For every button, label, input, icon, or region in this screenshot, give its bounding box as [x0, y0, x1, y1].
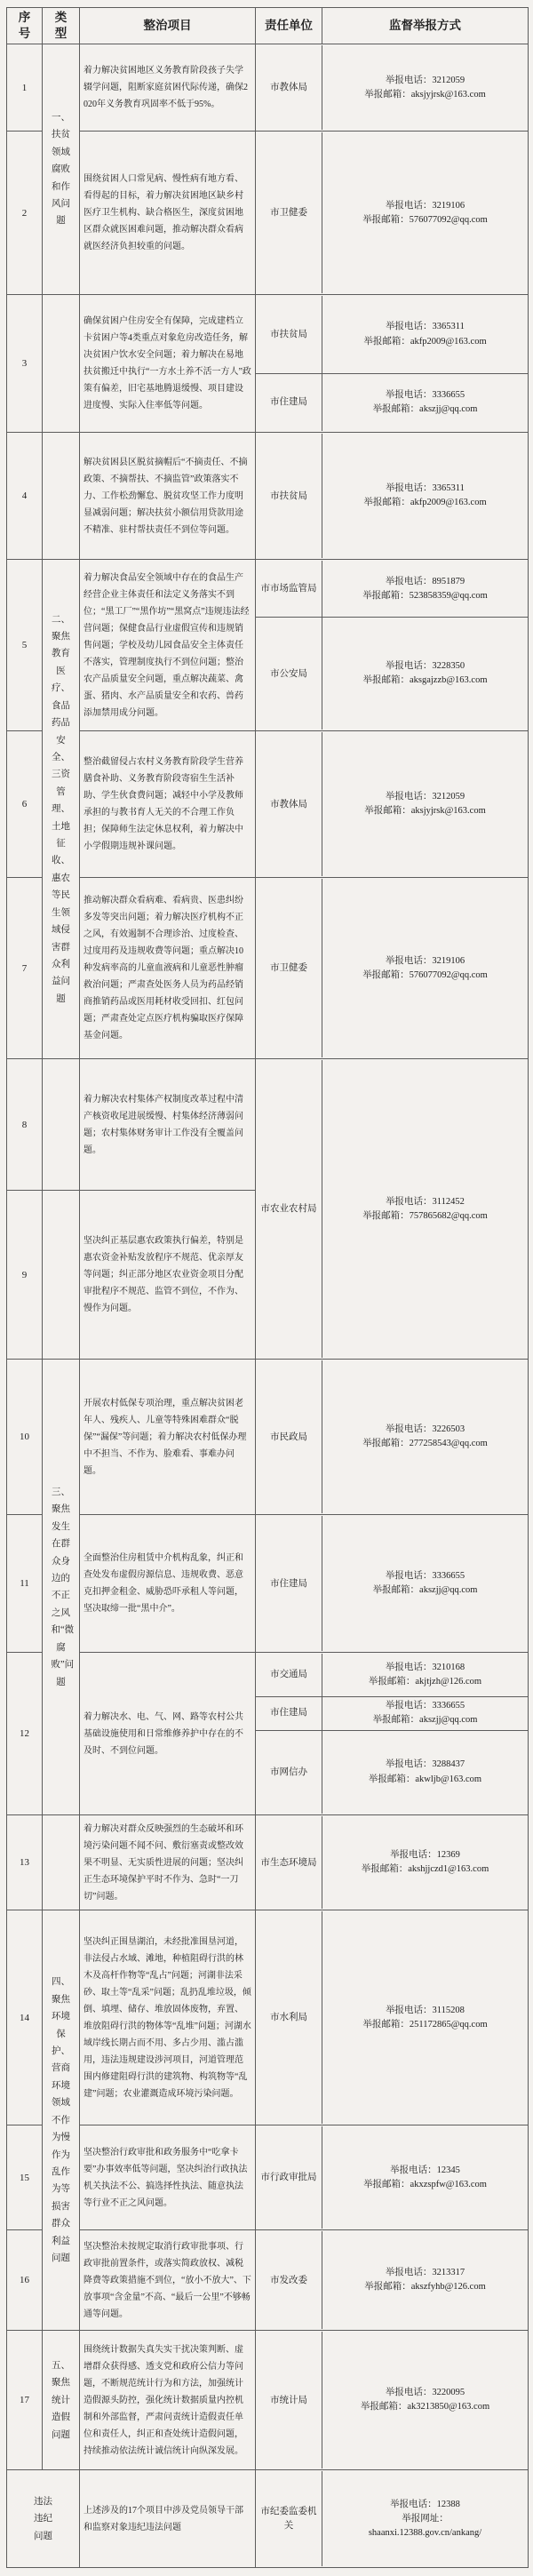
- header-type: 类型: [43, 8, 80, 44]
- responsible-unit-name: 市扶贫局: [256, 434, 322, 558]
- table-row: [7, 44, 529, 132]
- responsibility-report-cell: [256, 132, 529, 295]
- report-phone: 举报电话：8951879: [385, 576, 465, 586]
- report-phone: 举报电话：3336655: [385, 1571, 465, 1582]
- report-phone: 举报电话：3220095: [385, 2388, 465, 2398]
- responsible-unit-name: 市教体局: [256, 732, 322, 876]
- category-cell: [43, 1360, 80, 1815]
- category-cell-empty: [43, 1059, 80, 1191]
- table-row: [7, 1653, 529, 1815]
- unit-row: [256, 1060, 528, 1358]
- report-email: 举报邮箱：277258543@qq.com: [362, 1439, 488, 1449]
- responsibility-report-cell: [256, 560, 529, 731]
- report-methods: [322, 434, 528, 558]
- units-grid: [256, 732, 528, 876]
- responsible-unit-name: 市行政审批局: [256, 2126, 322, 2229]
- table-row: [7, 1360, 529, 1515]
- category-label: 三、聚焦发生在群众身边的不正之风和“微腐败”问题: [51, 1487, 75, 1687]
- project-cell: 坚决纠正基层惠农政策执行偏差，特别是惠农资金补贴发放程序不规范、优亲厚友等问题；纠正部分地区农业资金项目分配审批程序不规范、监管不到位，不作为、慢作为问题。: [80, 1191, 256, 1360]
- report-site-label: 举报网址：: [402, 2513, 449, 2524]
- report-phone: 举报电话：3336655: [385, 1701, 465, 1711]
- report-email: 举报邮箱：akszjj@qq.com: [372, 1715, 478, 1726]
- report-methods: [322, 1731, 528, 1814]
- report-phone: 举报电话：3228350: [385, 661, 465, 672]
- unit-row: [256, 1516, 528, 1651]
- project-cell: 着力解决对群众反映强烈的生态破坏和环境污染问题不闻不问、敷衍塞责或整改效果不明显、无实质性进展的问题；坚决纠正生态环境保护平时不作为、急时“一刀切”问题。: [80, 1815, 256, 1910]
- row-number: 9: [7, 1191, 43, 1360]
- responsible-unit-name: 市住建局: [256, 1697, 322, 1730]
- table-row: [7, 731, 529, 878]
- units-grid: [256, 1654, 528, 1814]
- category-cell: [43, 2331, 80, 2470]
- unit-row: [256, 879, 528, 1057]
- units-grid: [256, 1911, 528, 2124]
- responsible-unit-name: 市住建局: [256, 1516, 322, 1651]
- row-number: 5: [7, 560, 43, 731]
- row-number: 17: [7, 2331, 43, 2470]
- row-number: 16: [7, 2230, 43, 2331]
- project-cell: 确保贫困户住房安全有保障，完成建档立卡贫困户等4类重点对象危房改造任务，解决贫困户饮水安全问题；着力解决在易地扶贫搬迁中执行“一方水土养不活一方人”政策有偏差，旧宅基地腾退缓慢、项目建设进度慢、实际入住率低等问题。: [80, 295, 256, 433]
- unit-row: [256, 373, 528, 432]
- report-methods: [322, 132, 528, 293]
- violation-summary-row: [7, 2470, 529, 2568]
- row-number: 1: [7, 44, 43, 132]
- units-grid: [256, 434, 528, 558]
- report-phone: 举报电话：3365311: [386, 483, 465, 494]
- report-phone: 举报电话：12345: [390, 2165, 460, 2175]
- project-cell: 开展农村低保专项治理，重点解决贫困老年人、残疾人、儿童等特殊困难群众“脱保”“漏保”等问题；着力解决农村低保办理中不担当、不作为、脸难看、事难办问题。: [80, 1360, 256, 1515]
- responsibility-report-cell: [256, 2331, 529, 2470]
- report-phone: 举报电话：3226503: [385, 1424, 465, 1435]
- table-row: [7, 1059, 529, 1191]
- row-number: 3: [7, 295, 43, 433]
- responsible-unit-name: 市水利局: [256, 1911, 322, 2124]
- report-email: 举报邮箱：akszfyhb@126.com: [364, 2282, 486, 2293]
- report-phone: 举报电话：3112452: [386, 1196, 465, 1207]
- report-methods: [322, 1060, 528, 1358]
- responsibility-report-cell: [256, 731, 529, 878]
- report-methods: [322, 2231, 528, 2329]
- report-email: 举报邮箱：akszjj@qq.com: [372, 1585, 478, 1596]
- responsibility-report-cell: [256, 878, 529, 1059]
- responsibility-report-cell: [256, 1815, 529, 1910]
- units-grid: [256, 1816, 528, 1909]
- report-methods: [322, 732, 528, 876]
- report-email: 举报邮箱：akfp2009@163.com: [363, 336, 487, 347]
- violation-category-label: 违法违纪问题: [33, 2496, 52, 2541]
- responsible-unit-name: 市统计局: [256, 2332, 322, 2468]
- units-grid: [256, 2471, 528, 2566]
- report-phone: 举报电话：3115208: [386, 2005, 465, 2015]
- responsibility-report-cell: [256, 1059, 529, 1360]
- header-no: 序号: [7, 8, 43, 44]
- responsible-unit-name: 市纪委监委机关: [256, 2471, 322, 2566]
- project-cell: 全面整治住房租赁中介机构乱象，纠正和查处发布虚假房源信息、违规收费、恶意克扣押金租金、威胁恐吓承租人等问题，坚决取缔一批“黑中介”。: [80, 1515, 256, 1653]
- project-cell: 着力解决贫困地区义务教育阶段孩子失学辍学问题，阻断家庭贫困代际传递，确保2020年义务教育巩固率不低于95%。: [80, 44, 256, 132]
- project-cell: 着力解决食品安全领域中存在的食品生产经营企业主体责任和法定义务落实不到位；“黑工厂”“黑作坊”“黑窝点”违规违法经营问题；保健食品行业虚假宣传和违规销售问题；学校及幼儿园食品安全主体责任不落实，管理制度执行不到位问题；整治农产品质量安全问题，重点解决蔬菜、禽蛋、猪肉、水产品质量安全和农药、兽药添加禁用成分问题。: [80, 560, 256, 731]
- unit-row: [256, 2332, 528, 2468]
- responsibility-report-cell: [256, 2470, 529, 2568]
- responsible-unit-name: 市卫健委: [256, 879, 322, 1057]
- responsible-unit-name: 市扶贫局: [256, 296, 322, 372]
- report-methods: [322, 2471, 528, 2566]
- responsibility-report-cell: [256, 44, 529, 132]
- responsible-unit-name: 市发改委: [256, 2231, 322, 2329]
- rectification-projects-table: [6, 7, 529, 2568]
- report-site-url: shaanxi.12388.gov.cn/ankang/: [368, 2528, 482, 2539]
- responsibility-report-cell: [256, 2230, 529, 2331]
- responsible-unit-name: 市市场监管局: [256, 561, 322, 617]
- unit-row: [256, 732, 528, 876]
- responsible-unit-name: 市教体局: [256, 45, 322, 130]
- table-row: [7, 295, 529, 433]
- unit-row: [256, 1730, 528, 1814]
- table-row: [7, 132, 529, 295]
- header-project: 整治项目: [80, 8, 256, 44]
- row-number: 8: [7, 1059, 43, 1191]
- report-email: 举报邮箱：523858359@qq.com: [362, 590, 488, 601]
- category-label: 四、聚焦环境保护、营商环境领域不作为慢作为乱作为等损害群众利益问题: [51, 1977, 70, 2264]
- units-grid: [256, 1360, 528, 1513]
- row-number: 14: [7, 1910, 43, 2125]
- table-row: [7, 2331, 529, 2470]
- category-cell-empty: [43, 295, 80, 433]
- unit-row: [256, 434, 528, 558]
- table-header: [7, 8, 529, 44]
- responsible-unit-name: 市交通局: [256, 1654, 322, 1695]
- row-number: 12: [7, 1653, 43, 1815]
- report-phone: 举报电话：12388: [390, 2499, 460, 2509]
- row-number: 6: [7, 731, 43, 878]
- report-email: 举报邮箱：akfp2009@163.com: [363, 498, 487, 508]
- unit-row: [256, 1816, 528, 1909]
- header-unit: 责任单位: [256, 8, 322, 44]
- project-cell: 坚决整治未按规定取消行政审批事项、行政审批前置条件，或落实简政放权、减税降费等政策措施不到位，“放小不放大”、下放事项“含金量”不高、“最后一公里”不够畅通等问题。: [80, 2230, 256, 2331]
- report-methods: [322, 1516, 528, 1651]
- responsible-unit-name: 市农业农村局: [256, 1060, 322, 1358]
- report-email: 举报邮箱：ak3213850@163.com: [360, 2402, 490, 2413]
- report-phone: 举报电话：3288437: [385, 1759, 465, 1770]
- report-email: 举报邮箱：akwljb@163.com: [368, 1774, 482, 1784]
- responsibility-report-cell: [256, 1653, 529, 1815]
- report-email: 举报邮箱：aksjyjrsk@163.com: [364, 89, 486, 100]
- category-cell: [43, 560, 80, 1059]
- table-row: [7, 1910, 529, 2125]
- report-methods: [322, 2126, 528, 2229]
- report-phone: 举报电话：12369: [390, 1850, 460, 1861]
- project-cell: 整治截留侵占农村义务教育阶段学生营养膳食补助、义务教育阶段寄宿生生活补助、学生伙食费问题；减轻中小学及教师承担的与教书育人无关的不合理工作负担；保障师生法定休息权利，着力解决中小学假期违规补课问题。: [80, 731, 256, 878]
- row-number: 7: [7, 878, 43, 1059]
- responsible-unit-name: 市卫健委: [256, 132, 322, 293]
- project-cell: 上述涉及的17个项目中涉及党员领导干部和监察对象违纪违法问题: [80, 2470, 256, 2568]
- units-grid: [256, 45, 528, 130]
- report-phone: 举报电话：3212059: [385, 75, 465, 85]
- responsibility-report-cell: [256, 1360, 529, 1515]
- category-cell-empty: [43, 1815, 80, 1910]
- report-phone: 举报电话：3336655: [385, 389, 465, 400]
- row-number: 11: [7, 1515, 43, 1653]
- project-cell: 坚决整治行政审批和政务服务中“吃拿卡要”办事效率低等问题，坚决纠治行政执法机关执法不公、搞选择性执法、随意执法等行业不正之风问题。: [80, 2125, 256, 2230]
- header-row: [7, 8, 529, 44]
- row-number: 4: [7, 433, 43, 560]
- row-number: 13: [7, 1815, 43, 1910]
- category-label: 二、聚焦教育医疗、食品药品安全、三资管理、土地征收、惠农等民生领域侵害群众利益问题: [51, 614, 70, 1004]
- report-email: 举报邮箱：576077092@qq.com: [362, 214, 488, 225]
- report-phone: 举报电话：3210168: [385, 1662, 465, 1672]
- responsible-unit-name: 市生态环境局: [256, 1816, 322, 1909]
- report-email: 举报邮箱：576077092@qq.com: [362, 969, 488, 980]
- report-methods: [322, 618, 528, 730]
- report-email: 举报邮箱：akxzspfw@163.com: [363, 2179, 487, 2189]
- unit-row: [256, 561, 528, 617]
- project-cell: 解决贫困县区脱贫摘帽后“不摘责任、不摘政策、不摘帮扶、不摘监管”政策落实不力、工作松劲懈怠、脱贫攻坚工作力度明显减弱问题；解决扶贫小额信用贷款用途不精准、驻村帮扶责任不到位等问题。: [80, 433, 256, 560]
- header-report: 监督举报方式: [322, 8, 529, 44]
- table-row: [7, 560, 529, 731]
- report-phone: 举报电话：3219106: [385, 955, 465, 966]
- table-row: [7, 1815, 529, 1910]
- responsibility-report-cell: [256, 295, 529, 433]
- project-cell: 着力解决农村集体产权制度改革过程中清产核资收尾进展缓慢、村集体经济薄弱问题；农村集体财务审计工作没有全覆盖问题。: [80, 1059, 256, 1191]
- report-methods: [322, 1816, 528, 1909]
- report-email: 举报邮箱：251172865@qq.com: [362, 2019, 488, 2030]
- project-cell: 坚决纠正围垦湖泊，未经批准围垦河道，非法侵占水域、滩地，种植阻碍行洪的林木及高杆作物等“乱占”问题；河湖非法采砂、取土等“乱采”问题；乱扔乱堆垃圾，倾倒、填埋、储存、堆放固体废物，弃置、堆放阻碍行洪的物体等“乱堆”问题；河湖水域岸线长期占而不用、多占少用、滥占滥用，违法违规建设涉河项目，河道管理范围内修建阻碍行洪的建筑物、构筑物等“乱建”问题；农业灌溉造成环境污染问题。: [80, 1910, 256, 2125]
- unit-row: [256, 1654, 528, 1695]
- report-phone: 举报电话：3212059: [385, 792, 465, 802]
- report-phone: 举报电话：3219106: [385, 200, 465, 211]
- report-phone: 举报电话：3365311: [386, 322, 465, 332]
- table-row: [7, 2125, 529, 2230]
- unit-row: [256, 1360, 528, 1513]
- report-methods: [322, 1360, 528, 1513]
- unit-row: [256, 2471, 528, 2566]
- category-label: 一、扶贫领域腐败和作风问题: [51, 112, 70, 227]
- responsibility-report-cell: [256, 1910, 529, 2125]
- row-number: 2: [7, 132, 43, 295]
- units-grid: [256, 132, 528, 293]
- report-methods: [322, 374, 528, 432]
- project-cell: 围绕统计数据失真失实干扰决策判断、虚增群众获得感、透支党和政府公信力等问题，不断规范统计行为和方法，加强统计造假源头防控，强化统计数据质量内控机制和外部监督，严肃问责统计造假责任单位和责任人，纠正和查处统计造假问题，持续推动依法统计诚信统计向纵深发展。: [80, 2331, 256, 2470]
- units-grid: [256, 2332, 528, 2468]
- report-methods: [322, 1911, 528, 2124]
- project-cell: 着力解决水、电、气、网、路等农村公共基础设施使用和日常维修养护中存在的不及时、不到位问题。: [80, 1653, 256, 1815]
- unit-row: [256, 296, 528, 372]
- units-grid: [256, 879, 528, 1057]
- report-methods: [322, 45, 528, 130]
- responsible-unit-name: 市网信办: [256, 1731, 322, 1814]
- report-email: 举报邮箱：akshjjczd1@163.com: [361, 1864, 489, 1875]
- unit-row: [256, 2231, 528, 2329]
- report-email: 举报邮箱：aksgajzzb@163.com: [362, 675, 488, 686]
- category-cell: [43, 1910, 80, 2331]
- report-email: 举报邮箱：akszjj@qq.com: [372, 404, 478, 415]
- table-row: [7, 2230, 529, 2331]
- category-cell-empty: [43, 433, 80, 560]
- unit-row: [256, 1696, 528, 1730]
- unit-row: [256, 617, 528, 730]
- report-email: 举报邮箱：aksjyjrsk@163.com: [364, 806, 486, 817]
- units-grid: [256, 1060, 528, 1358]
- category-cell: [43, 44, 80, 295]
- report-methods: [322, 879, 528, 1057]
- report-methods: [322, 2332, 528, 2468]
- unit-row: [256, 1911, 528, 2124]
- units-grid: [256, 1516, 528, 1651]
- violation-category-cell: [7, 2470, 80, 2568]
- category-cell-empty: [43, 1191, 80, 1360]
- report-methods: [322, 561, 528, 617]
- units-grid: [256, 2126, 528, 2229]
- report-email: 举报邮箱：akjtjzh@126.com: [368, 1677, 482, 1687]
- report-methods: [322, 1697, 528, 1730]
- unit-row: [256, 132, 528, 293]
- responsible-unit-name: 市民政局: [256, 1360, 322, 1513]
- units-grid: [256, 2231, 528, 2329]
- responsibility-report-cell: [256, 1515, 529, 1653]
- responsibility-report-cell: [256, 2125, 529, 2230]
- table-row: [7, 433, 529, 560]
- report-phone: 举报电话：3213317: [385, 2268, 465, 2278]
- category-label: 五、聚焦统计造假问题: [51, 2360, 70, 2440]
- unit-row: [256, 2126, 528, 2229]
- responsible-unit-name: 市住建局: [256, 374, 322, 432]
- responsibility-report-cell: [256, 433, 529, 560]
- row-number: 15: [7, 2125, 43, 2230]
- units-grid: [256, 296, 528, 431]
- report-methods: [322, 296, 528, 372]
- units-grid: [256, 561, 528, 730]
- table-row: [7, 878, 529, 1059]
- unit-row: [256, 45, 528, 130]
- row-number: 10: [7, 1360, 43, 1515]
- table-row: [7, 1515, 529, 1653]
- table-body: [7, 44, 529, 2568]
- project-cell: 围绕贫困人口常见病、慢性病有地方看、看得起的目标，着力解决贫困地区缺乡村医疗卫生机构、缺合格医生，深度贫困地区群众就医困难问题，推动解决群众看病就医经济负担较重的问题。: [80, 132, 256, 295]
- responsible-unit-name: 市公安局: [256, 618, 322, 730]
- project-cell: 推动解决群众看病难、看病贵、医患纠纷多发等突出问题；着力解决医疗机构不正之风，有效遏制不合理诊治、过度检查、过度用药及违规收费等问题；重点解决10种发病率高的儿童血液病和儿童恶性肿瘤救治问题；严肃查处医务人员为药品经销商推销药品或医用耗材收受回扣、红包问题；严肃查处定点医疗机构骗取医疗保障基金问题。: [80, 878, 256, 1059]
- report-email: 举报邮箱：757865682@qq.com: [362, 1210, 488, 1221]
- report-methods: [322, 1654, 528, 1695]
